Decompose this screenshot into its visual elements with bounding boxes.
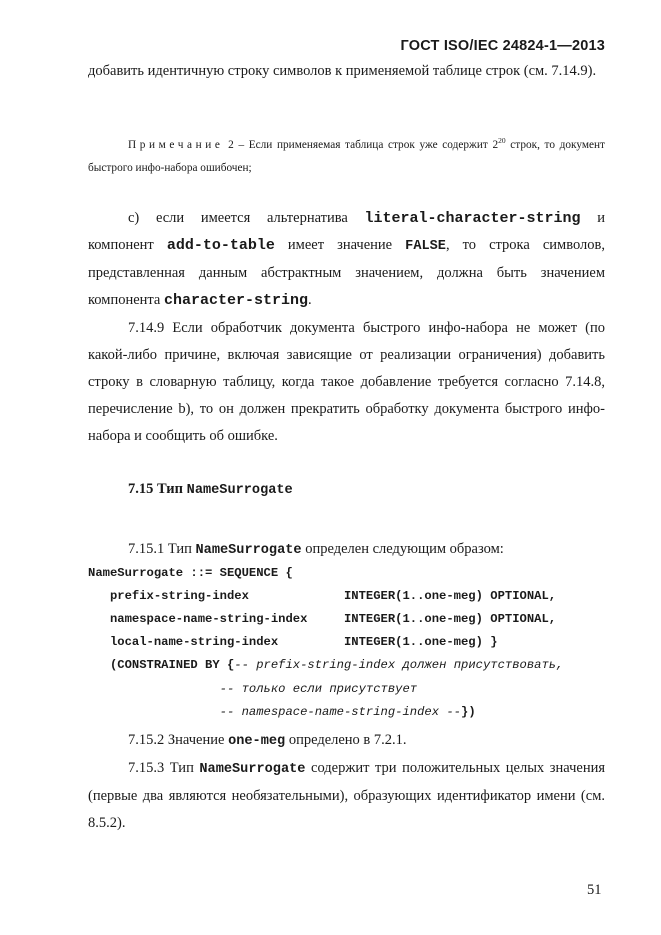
item-c-text-2: и компонент — [88, 210, 605, 253]
page-number: 51 — [587, 882, 602, 898]
paragraph-7-15-1 — [88, 536, 605, 564]
para-7-15-1-after: определен следующим образом: — [301, 541, 504, 557]
code-line-1: NameSurrogate ::= SEQUENCE { — [88, 566, 293, 580]
heading-type-name: NameSurrogate — [186, 483, 293, 498]
paragraph-7-15-3 — [88, 755, 605, 837]
para-7-15-2-before: 7.15.2 Значение — [128, 732, 229, 748]
code-line-5 — [88, 658, 563, 672]
note-2 — [88, 134, 605, 180]
code-line-7 — [88, 705, 476, 719]
paragraph-text: добавить идентичную строку символов к применяемой таблице строк (см. 7.14.9). — [88, 63, 597, 79]
item-c-text-4: , то строка символов, представленная данным абстрактным значением, должна быть значением компонента — [88, 237, 605, 308]
paragraph-continuation — [88, 58, 605, 85]
para-7-15-3-after: содержит три положительных целых значения (первые два являются необязательными), образующих идентификатор имени (см. 8.5.2). — [88, 760, 606, 831]
paragraph-7-15-2 — [88, 727, 605, 755]
note-exponent: 20 — [498, 136, 506, 146]
code-add-to-table: add-to-table — [166, 237, 275, 254]
paragraph-text: 7.14.9 Если обработчик документа быстрого инфо-набора не может (по какой-либо причине, включая зависящие от реализации ограничения) добавить строку в словарную таблицу, когда такое добавление требуется согласно 7.14.8, перечисление b), то он должен прекратить обработку документа быстрого инфо-набора и сообщить об ошибке. — [88, 320, 605, 444]
document-header: ГОСТ ISO/IEC 24824-1—2013 — [400, 38, 605, 54]
para-7-15-3-before: 7.15.3 Тип — [128, 760, 200, 776]
code-constrained-by: (CONSTRAINED BY { — [88, 658, 235, 672]
section-heading-7-15 — [128, 481, 293, 498]
code-comment-3: -- namespace-name-string-index -- — [88, 705, 461, 719]
item-c-text-3: имеет значение — [274, 237, 406, 253]
para-7-15-1-before: 7.15.1 Тип — [128, 541, 196, 557]
list-item-c — [88, 205, 605, 314]
code-line-3: namespace-name-string-index INTEGER(1..one-meg) OPTIONAL, — [88, 612, 557, 626]
code-namesurrogate: NameSurrogate — [199, 762, 306, 777]
code-line-6 — [88, 682, 417, 696]
note-text-before: 2 – Если применяемая таблица строк уже содержит 2 — [223, 139, 499, 151]
item-c-text-5: . — [308, 292, 312, 308]
code-comment-1: -- prefix-string-index должен присутствовать, — [234, 658, 564, 672]
code-one-meg: one-meg — [228, 734, 286, 749]
code-comment-2: -- только если присутствует — [88, 682, 418, 696]
note-label: Примечание — [128, 139, 224, 151]
paragraph-7-14-9 — [88, 315, 605, 450]
code-character-string: character-string — [164, 292, 309, 309]
heading-prefix: 7.15 Тип — [128, 481, 187, 497]
code-line-2: prefix-string-index INTEGER(1..one-meg) OPTIONAL, — [88, 589, 557, 603]
code-namesurrogate: NameSurrogate — [195, 543, 302, 558]
item-c-text-1: c) если имеется альтернатива — [128, 210, 365, 226]
code-line-4: local-name-string-index INTEGER(1..one-meg) } — [88, 635, 498, 649]
code-literal-character-string: literal-character-string — [364, 210, 581, 227]
code-close-brace: }) — [461, 705, 476, 719]
code-false: FALSE — [405, 239, 446, 254]
note-text-after: строк, то документ быстрого инфо-набора ошибочен; — [88, 139, 605, 174]
para-7-15-2-after: определено в 7.2.1. — [285, 732, 407, 748]
